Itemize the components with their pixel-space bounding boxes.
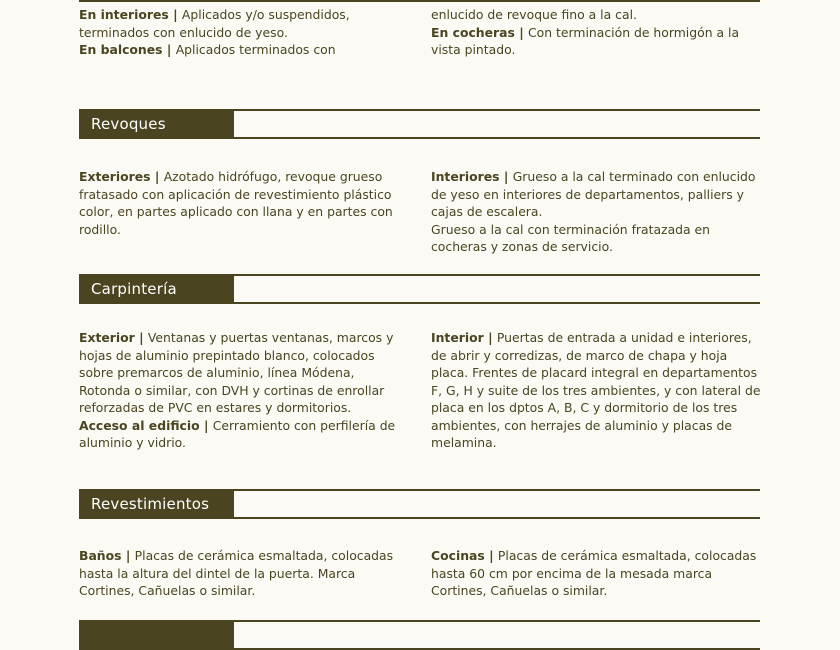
entry-text: Aplicados terminados con (175, 42, 336, 57)
section-rule-bottom (234, 517, 760, 519)
entry-continuation: enlucido de revoque fino a la cal. (431, 7, 637, 22)
section-left-column (79, 168, 409, 238)
entry-text: Puertas de entrada a unidad e interiores, de abrir y corredizas, de marco de chapa y hoja placa. Frentes de placard integral en departamentos F, G, H y suite de los tres ambientes, y con lateral de placa en los dptos A, B, C y dormitorio de los tres ambientes, con herrajes de aluminio y placas de melamina. (431, 330, 761, 450)
section-header-revoques (79, 109, 760, 139)
entry-text: Ventanas y puertas ventanas, marcos y hojas de aluminio prepintado blanco, colocados sobre premarcos de aluminio, línea Módena, Rotonda o similar, con DVH y cortinas de enrollar reforzadas de PVC en estares y dormitorios. (79, 330, 394, 415)
entry-label: Exterior (79, 330, 135, 345)
entry-label: Baños (79, 548, 122, 563)
entry (431, 221, 761, 256)
entry-label: Acceso al edificio (79, 417, 200, 433)
entry-label: Exteriores (79, 169, 151, 184)
entry-label: En cocheras (431, 24, 515, 40)
entry: Interiores | Grueso a la cal terminado con enlucido de yeso en interiores de departamentos, palliers y cajas de escalera. (431, 169, 756, 219)
entry-text: Con terminación de hormigón a la vista pintado. (431, 24, 740, 57)
section-header-next-partial (79, 620, 760, 650)
entry: En balcones | Aplicados terminados con (79, 42, 336, 57)
entry: Acceso al edificio | Cerramiento con perfilería de aluminio y vidrio. (79, 417, 396, 450)
entry-text: Grueso a la cal terminado con enlucido de yeso en interiores de departamentos, palliers y cajas de escalera. (431, 169, 756, 219)
entry-label: Interior (431, 330, 484, 345)
section-header-revestimientos (79, 489, 760, 519)
entry: Exterior | Ventanas y puertas ventanas, marcos y hojas de aluminio prepintado blanco, colocados sobre premarcos de aluminio, línea Módena, Rotonda o similar, con DVH y cortinas de enrollar reforzadas de PVC en estares y dormitorios. (79, 330, 394, 415)
entry-label: Interiores (431, 169, 500, 184)
section-right-column (431, 168, 761, 256)
entry: En interiores | Aplicados y/o suspendidos, terminados con enlucido de yeso. (79, 7, 350, 40)
entry-text: Azotado hidrófugo, revoque grueso fratasado con aplicación de revestimiento plástico color, en partes aplicado con llana y en partes con rodillo. (79, 169, 393, 237)
section-rule-top (234, 109, 760, 111)
entry-text: Grueso a la cal con terminación fratazada en cocheras y zonas de servicio. (431, 221, 711, 254)
section-bar (79, 620, 234, 650)
entry-label: En balcones (79, 42, 163, 57)
entry-text: Aplicados y/o suspendidos, terminados con enlucido de yeso. (79, 7, 350, 40)
section-rule-top (234, 489, 760, 491)
section-title: Revoques (91, 115, 166, 133)
entry-label: Cocinas (431, 548, 485, 563)
entry: Exteriores | Azotado hidrófugo, revoque grueso fratasado con aplicación de revestimiento plástico color, en partes aplicado con llana y en partes con rodillo. (79, 169, 393, 237)
section-right-column (431, 547, 761, 600)
top-fragment-right-column (431, 6, 761, 59)
section-title: Carpintería (91, 280, 177, 298)
top-divider-rule (79, 0, 760, 2)
entry: Interior | Puertas de entrada a unidad e interiores, de abrir y corredizas, de marco de chapa y hoja placa. Frentes de placard integral en departamentos F, G, H y suite de los tres ambientes, y con lateral de placa en los dptos A, B, C y dormitorio de los tres ambientes, con herrajes de aluminio y placas de melamina. (431, 330, 761, 450)
section-rule-top (234, 620, 760, 622)
section-rule-top (234, 274, 760, 276)
section-rule-bottom (234, 137, 760, 139)
entry: Cocinas | Placas de cerámica esmaltada, colocadas hasta 60 cm por encima de la mesada marca Cortines, Cañuelas o similar. (431, 548, 757, 598)
entry-text: Placas de cerámica esmaltada, colocadas hasta 60 cm por encima de la mesada marca Cortines, Cañuelas o similar. (431, 548, 757, 598)
section-right-column (431, 329, 761, 452)
section-rule-bottom (234, 302, 760, 304)
top-fragment-left-column (79, 6, 409, 59)
section-left-column (79, 547, 409, 600)
entry-text: Placas de cerámica esmaltada, colocadas hasta la altura del dintel de la puerta. Marca Cortines, Cañuelas o similar. (79, 548, 394, 598)
section-header-carpinteria (79, 274, 760, 304)
entry: Baños | Placas de cerámica esmaltada, colocadas hasta la altura del dintel de la puerta. Marca Cortines, Cañuelas o similar. (79, 548, 394, 598)
entry-text: Cerramiento con perfilería de aluminio y vidrio. (79, 417, 396, 450)
entry-label: En interiores (79, 7, 169, 22)
section-title: Revestimientos (91, 495, 210, 513)
section-left-column (79, 329, 409, 452)
entry: En cocheras | Con terminación de hormigón a la vista pintado. (431, 24, 740, 57)
